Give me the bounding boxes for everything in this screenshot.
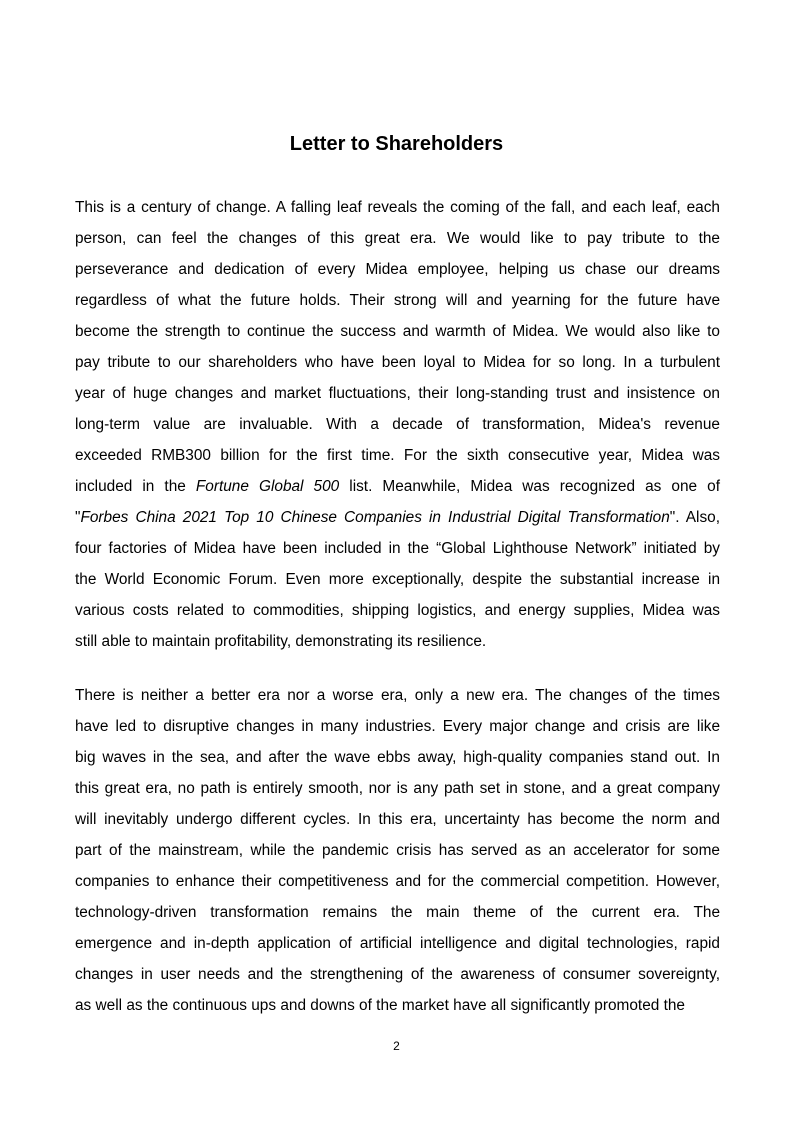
text-line xyxy=(75,502,720,533)
italic-text: Forbes China 2021 Top 10 Chinese Companies in Industrial Digital Transformation xyxy=(80,509,670,526)
text-segment: have led to disruptive changes in many industries. Every major change and crisis are like xyxy=(75,718,720,735)
text-line xyxy=(75,378,720,409)
text-line xyxy=(75,254,720,285)
text-segment: various costs related to commodities, shipping logistics, and energy supplies, Midea was xyxy=(75,602,720,619)
text-segment: long-term value are invaluable. With a decade of transformation, Midea's revenue xyxy=(75,416,720,433)
text-segment: This is a century of change. A falling leaf reveals the coming of the fall, and each leaf, each xyxy=(75,199,720,216)
text-segment: included in the xyxy=(75,478,196,495)
text-line xyxy=(75,835,720,866)
text-line xyxy=(75,192,720,223)
text-segment: the World Economic Forum. Even more exceptionally, despite the substantial increase in xyxy=(75,571,720,588)
text-segment: changes in user needs and the strengthening of the awareness of consumer sovereignty, xyxy=(75,966,720,983)
text-segment: become the strength to continue the success and warmth of Midea. We would also like to xyxy=(75,323,720,340)
text-line xyxy=(75,223,720,254)
text-line xyxy=(75,773,720,804)
text-line xyxy=(75,285,720,316)
text-segment: person, can feel the changes of this great era. We would like to pay tribute to the xyxy=(75,230,720,247)
page-number: 2 xyxy=(393,1039,400,1053)
text-line xyxy=(75,928,720,959)
page-title: Letter to Shareholders xyxy=(289,133,504,155)
text-line xyxy=(75,316,720,347)
text-line xyxy=(75,711,720,742)
text-line xyxy=(75,680,720,711)
text-segment: will inevitably undergo different cycles. In this era, uncertainty has become the norm and xyxy=(75,811,720,828)
text-segment: " xyxy=(75,509,81,526)
text-segment: year of huge changes and market fluctuations, their long-standing trust and insistence on xyxy=(75,385,720,402)
text-line xyxy=(75,440,720,471)
text-segment: There is neither a better era nor a worse era, only a new era. The changes of the times xyxy=(75,687,720,704)
text-line xyxy=(75,564,720,595)
text-line xyxy=(75,804,720,835)
text-line xyxy=(75,595,720,626)
text-line xyxy=(75,959,720,990)
text-line xyxy=(75,990,720,1021)
text-segment: as well as the continuous ups and downs of the market have all significantly promoted the xyxy=(75,997,685,1014)
text-segment: regardless of what the future holds. Their strong will and yearning for the future have xyxy=(75,292,720,309)
text-segment: exceeded RMB300 billion for the first time. For the sixth consecutive year, Midea was xyxy=(75,447,720,464)
text-segment: big waves in the sea, and after the wave ebbs away, high-quality companies stand out. In xyxy=(75,749,720,766)
text-segment: technology-driven transformation remains the main theme of the current era. The xyxy=(75,904,720,921)
text-segment: perseverance and dedication of every Midea employee, helping us chase our dreams xyxy=(75,261,720,278)
text-segment: still able to maintain profitability, demonstrating its resilience. xyxy=(75,633,487,650)
text-line xyxy=(75,742,720,773)
paragraph-1 xyxy=(75,192,720,657)
text-line xyxy=(75,866,720,897)
text-segment: part of the mainstream, while the pandemic crisis has served as an accelerator for some xyxy=(75,842,720,859)
text-segment: companies to enhance their competitiveness and for the commercial competition. However, xyxy=(75,873,720,890)
text-segment: four factories of Midea have been included in the “Global Lighthouse Network” initiated by xyxy=(75,540,720,557)
text-line xyxy=(75,471,720,502)
text-segment: ". Also, xyxy=(669,509,720,526)
text-line xyxy=(75,347,720,378)
text-line xyxy=(75,626,720,657)
text-segment: pay tribute to our shareholders who have been loyal to Midea for so long. In a turbulent xyxy=(75,354,720,371)
italic-text: Fortune Global 500 xyxy=(195,478,340,495)
text-segment: list. Meanwhile, Midea was recognized as one of xyxy=(339,478,720,495)
text-line xyxy=(75,533,720,564)
text-line xyxy=(75,409,720,440)
paragraph-2 xyxy=(75,680,720,1021)
text-segment: this great era, no path is entirely smooth, nor is any path set in stone, and a great company xyxy=(75,780,720,797)
text-segment: emergence and in-depth application of artificial intelligence and digital technologies, rapid xyxy=(75,935,720,952)
text-line xyxy=(75,897,720,928)
